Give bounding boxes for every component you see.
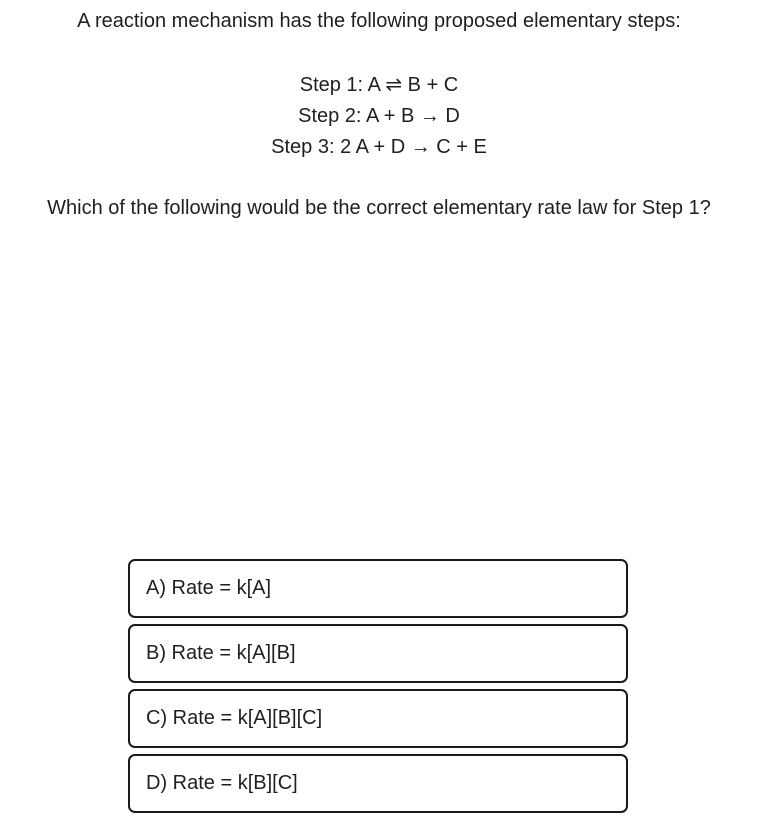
answer-choice-a[interactable]: A) Rate = k[A] (128, 559, 628, 618)
answer-choice-b[interactable]: B) Rate = k[A][B] (128, 624, 628, 683)
mechanism-step-2: Step 2: A + B → D (298, 105, 460, 127)
question-intro: A reaction mechanism has the following proposed elementary steps: (77, 10, 681, 32)
mechanism-steps (0, 70, 758, 163)
mechanism-step-3: Step 3: 2 A + D → C + E (271, 136, 487, 158)
answer-choices (128, 559, 628, 819)
answer-choice-d[interactable]: D) Rate = k[B][C] (128, 754, 628, 813)
answer-choice-c[interactable]: C) Rate = k[A][B][C] (128, 689, 628, 748)
mechanism-step-1: Step 1: A ⇌ B + C (299, 74, 459, 96)
question-prompt: Which of the following would be the correct elementary rate law for Step 1? (47, 197, 711, 219)
